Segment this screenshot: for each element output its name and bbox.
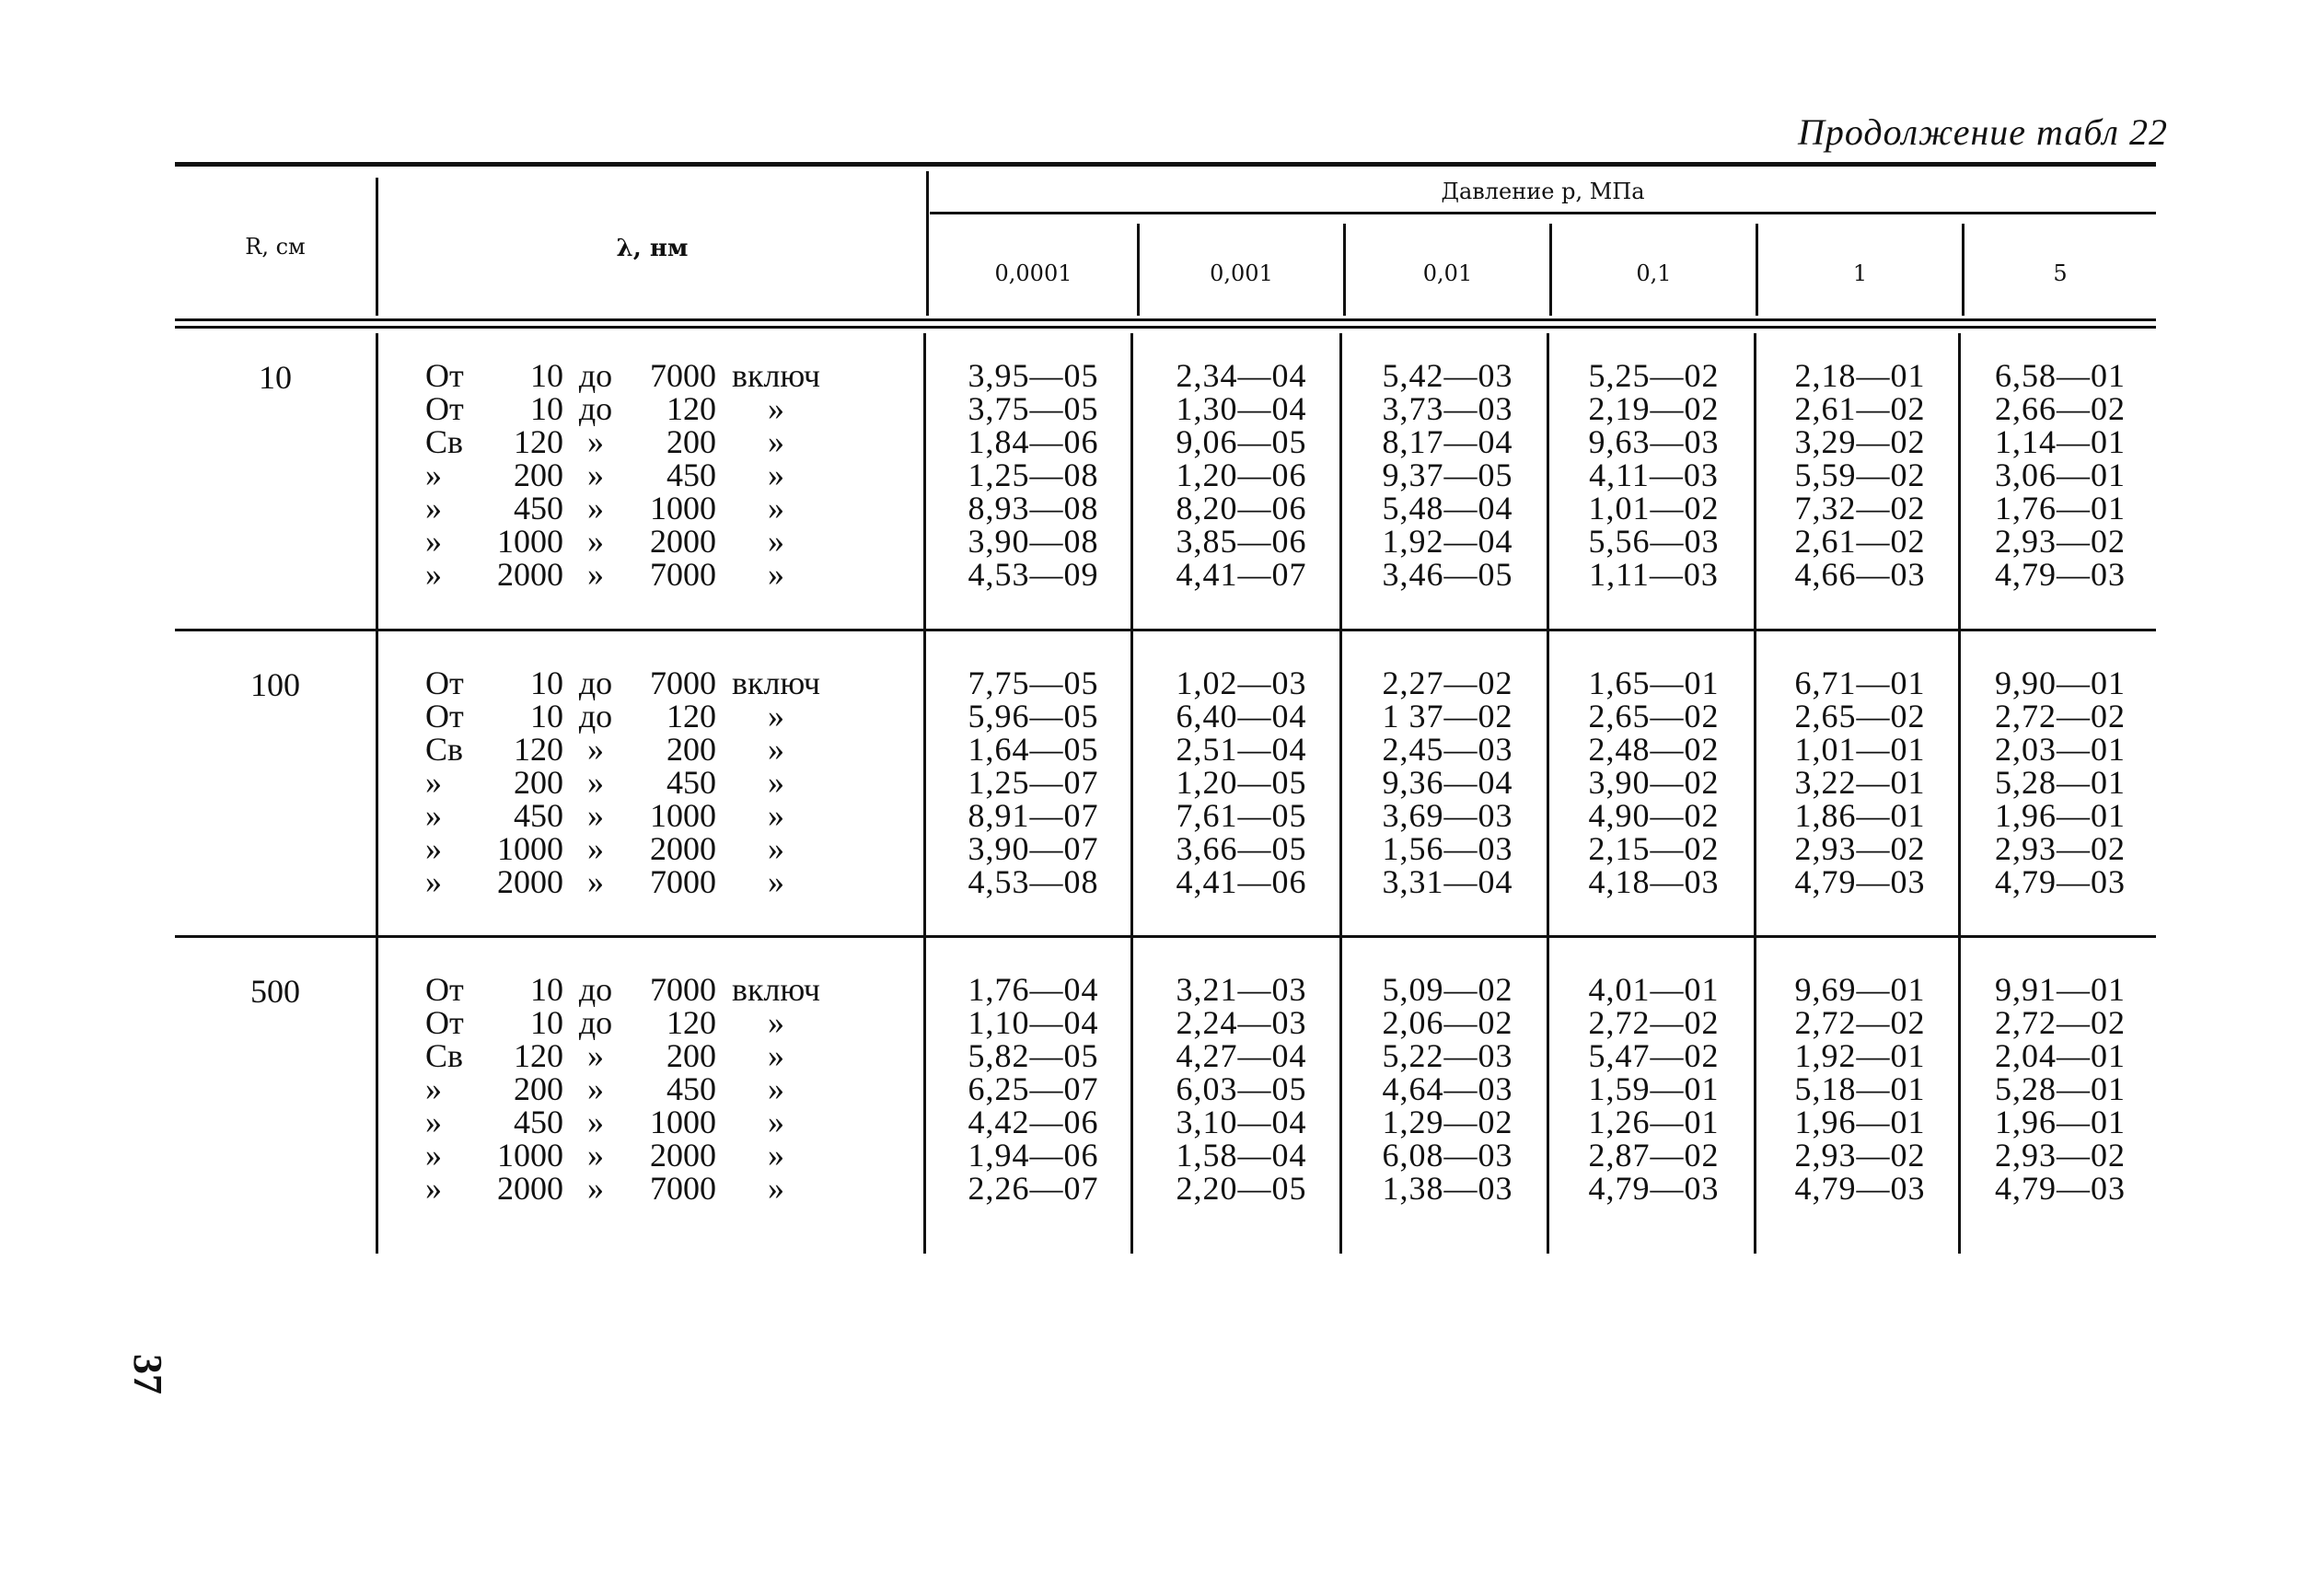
lambda-range-part: 7000 <box>650 863 716 900</box>
table-cell-value: 1,26—01 <box>1588 1104 1720 1140</box>
table-cell-value: 1,76—01 <box>1995 490 2126 526</box>
table-cell-value: 2,20—05 <box>1176 1170 1307 1207</box>
lambda-range-part: 10 <box>530 971 563 1008</box>
lambda-range-part: » <box>425 556 442 593</box>
lambda-range-part: От <box>425 390 464 427</box>
lambda-range-part: 1000 <box>497 830 563 867</box>
table-cell-value: 4,53—08 <box>968 863 1099 900</box>
lambda-range-part: » <box>768 490 784 526</box>
lambda-range-part: От <box>425 1004 464 1041</box>
table-cell-value: 9,69—01 <box>1794 971 1926 1008</box>
lambda-range-part: » <box>768 731 784 768</box>
table-cell-value: 2,18—01 <box>1794 357 1926 394</box>
lambda-range-part: 450 <box>666 457 716 493</box>
lambda-range-part: 200 <box>514 764 563 801</box>
lambda-range <box>425 865 830 898</box>
table-cell-value: 3,21—03 <box>1176 971 1307 1008</box>
lambda-range-part: 450 <box>514 1104 563 1140</box>
header-double-rule-bottom <box>175 326 2156 329</box>
lambda-range-part: до <box>578 1004 613 1041</box>
table-cell-value: 5,59—02 <box>1794 457 1926 493</box>
lambda-range-part: Св <box>425 731 464 768</box>
table-cell-value: 5,09—02 <box>1382 971 1513 1008</box>
table-cell-value: 2,26—07 <box>968 1170 1099 1207</box>
table-cell-value: 1,25—08 <box>968 457 1099 493</box>
table-cell-value: 1,02—03 <box>1176 665 1307 701</box>
table-cell-value: 1,38—03 <box>1382 1170 1513 1207</box>
lambda-range-part: » <box>768 863 784 900</box>
table-cell-value: 1,92—04 <box>1382 523 1513 560</box>
lambda-range-part: 7000 <box>650 556 716 593</box>
pressure-header: 0,0001 <box>994 260 1072 286</box>
lambda-range <box>425 733 830 766</box>
lambda-range <box>425 1006 830 1039</box>
lambda-range-part: » <box>425 523 442 560</box>
lambda-range-part: » <box>587 797 604 834</box>
table-cell-value: 4,53—09 <box>968 556 1099 593</box>
table-cell-value: 3,06—01 <box>1995 457 2126 493</box>
table-cell-value: 6,71—01 <box>1794 665 1926 701</box>
lambda-range <box>425 492 830 525</box>
lambda-range-part: до <box>578 698 613 734</box>
lambda-range <box>425 425 830 458</box>
lambda-range-part: 450 <box>514 797 563 834</box>
lambda-range-part: От <box>425 357 464 394</box>
lambda-range-part: 10 <box>530 665 563 701</box>
column-divider <box>376 333 378 1254</box>
lambda-range-part: » <box>768 698 784 734</box>
lambda-range-part: Св <box>425 423 464 460</box>
lambda-range-part: » <box>587 1137 604 1174</box>
lambda-range-part: » <box>425 490 442 526</box>
lambda-range-part: 200 <box>666 1037 716 1074</box>
lambda-range-part: до <box>578 390 613 427</box>
table-cell-value: 8,17—04 <box>1382 423 1513 460</box>
lambda-range-part: От <box>425 698 464 734</box>
lambda-range-part: Св <box>425 1037 464 1074</box>
lambda-range-part: 10 <box>530 1004 563 1041</box>
table-cell-value: 1,92—01 <box>1794 1037 1926 1074</box>
table-cell-value: 5,47—02 <box>1588 1037 1720 1074</box>
lambda-range-part: » <box>425 797 442 834</box>
pressure-header: 0,01 <box>1422 260 1473 286</box>
pressure-header: 0,001 <box>1210 260 1273 286</box>
table-cell-value: 3,29—02 <box>1794 423 1926 460</box>
lambda-range-part: 1000 <box>650 490 716 526</box>
table-cell-value: 5,28—01 <box>1995 1070 2126 1107</box>
radius-value: 10 <box>259 359 292 396</box>
lambda-range-part: » <box>768 1070 784 1107</box>
lambda-range-part: » <box>587 523 604 560</box>
lambda-range-part: » <box>425 764 442 801</box>
lambda-range-part: 450 <box>514 490 563 526</box>
lambda-range-part: включ <box>731 357 821 394</box>
table-cell-value: 5,82—05 <box>968 1037 1099 1074</box>
header-lambda: λ, нм <box>616 235 689 262</box>
table-cell-value: 7,32—02 <box>1794 490 1926 526</box>
lambda-range-part: 10 <box>530 698 563 734</box>
lambda-range-part: 450 <box>666 764 716 801</box>
lambda-range-part: » <box>587 1104 604 1140</box>
lambda-range-part: 7000 <box>650 971 716 1008</box>
lambda-range-part: 10 <box>530 357 563 394</box>
lambda-range <box>425 392 830 425</box>
lambda-range-part: » <box>587 863 604 900</box>
table-cell-value: 2,93—02 <box>1995 830 2126 867</box>
lambda-range-part: » <box>768 764 784 801</box>
lambda-range-list <box>425 973 830 1205</box>
table-cell-value: 3,66—05 <box>1176 830 1307 867</box>
lambda-range <box>425 799 830 832</box>
table-cell-value: 1,94—06 <box>968 1137 1099 1174</box>
table-cell-value: 9,37—05 <box>1382 457 1513 493</box>
lambda-range-part: » <box>587 556 604 593</box>
table-cell-value: 4,79—03 <box>1995 863 2126 900</box>
lambda-range-part: » <box>587 764 604 801</box>
lambda-range-part: 120 <box>514 423 563 460</box>
lambda-range-part: 1000 <box>497 1137 563 1174</box>
lambda-range-part: 7000 <box>650 665 716 701</box>
table-cell-value: 4,64—03 <box>1382 1070 1513 1107</box>
lambda-range-part: до <box>578 971 613 1008</box>
table-cell-value: 5,22—03 <box>1382 1037 1513 1074</box>
lambda-range-part: 2000 <box>497 1170 563 1207</box>
lambda-range-part: » <box>768 390 784 427</box>
table-cell-value: 1,86—01 <box>1794 797 1926 834</box>
table-cell-value: 1,76—04 <box>968 971 1099 1008</box>
lambda-range <box>425 1072 830 1105</box>
lambda-range-part: » <box>587 490 604 526</box>
radius-value: 500 <box>250 973 300 1010</box>
lambda-range-part: 200 <box>514 457 563 493</box>
lambda-range-part: » <box>768 423 784 460</box>
table-cell-value: 5,28—01 <box>1995 764 2126 801</box>
header-pressure: Давление p, МПа <box>1441 179 1645 204</box>
table-cell-value: 3,22—01 <box>1794 764 1926 801</box>
lambda-range-part: 7000 <box>650 357 716 394</box>
table-cell-value: 1,84—06 <box>968 423 1099 460</box>
table-cell-value: 3,46—05 <box>1382 556 1513 593</box>
table-cell-value: 9,91—01 <box>1995 971 2126 1008</box>
lambda-range-list <box>425 359 830 591</box>
table-cell-value: 3,31—04 <box>1382 863 1513 900</box>
column-divider <box>923 333 926 1254</box>
lambda-range-part: 1000 <box>650 1104 716 1140</box>
table-cell-value: 3,90—02 <box>1588 764 1720 801</box>
table-cell-value: 2,61—02 <box>1794 390 1926 427</box>
lambda-range-part: » <box>425 1070 442 1107</box>
table-cell-value: 5,18—01 <box>1794 1070 1926 1107</box>
lambda-range <box>425 666 830 700</box>
lambda-range-part: » <box>768 1137 784 1174</box>
table-cell-value: 2,72—02 <box>1588 1004 1720 1041</box>
pressure-header: 5 <box>2053 260 2068 286</box>
lambda-range-part: 200 <box>666 731 716 768</box>
lambda-range <box>425 558 830 591</box>
table-cell-value: 2,03—01 <box>1995 731 2126 768</box>
lambda-range-part: » <box>587 1170 604 1207</box>
lambda-range-part: » <box>768 1004 784 1041</box>
table-cell-value: 4,79—03 <box>1995 1170 2126 1207</box>
table-cell-value: 1,96—01 <box>1794 1104 1926 1140</box>
table-cell-value: 7,75—05 <box>968 665 1099 701</box>
lambda-range-part: 200 <box>514 1070 563 1107</box>
lambda-range <box>425 973 830 1006</box>
lambda-range-part: 10 <box>530 390 563 427</box>
table-cell-value: 9,90—01 <box>1995 665 2126 701</box>
lambda-range-part: » <box>587 1070 604 1107</box>
lambda-range <box>425 1139 830 1172</box>
table-cell-value: 1,14—01 <box>1995 423 2126 460</box>
table-cell-value: 7,61—05 <box>1176 797 1307 834</box>
table-cell-value: 2,65—02 <box>1588 698 1720 734</box>
lambda-range-part: » <box>768 556 784 593</box>
lambda-range-part: » <box>425 1137 442 1174</box>
pressure-header: 0,1 <box>1636 260 1672 286</box>
lambda-range-part: 2000 <box>497 556 563 593</box>
lambda-range-part: » <box>768 830 784 867</box>
table-cell-value: 2,34—04 <box>1176 357 1307 394</box>
table-cell-value: 4,01—01 <box>1588 971 1720 1008</box>
table-cell-value: 1,20—05 <box>1176 764 1307 801</box>
table-cell-value: 5,56—03 <box>1588 523 1720 560</box>
lambda-range-part: до <box>578 665 613 701</box>
lambda-range-part: 450 <box>666 1070 716 1107</box>
lambda-range-part: » <box>587 423 604 460</box>
lambda-range-part: до <box>578 357 613 394</box>
top-rule <box>175 162 2156 167</box>
table-cell-value: 1,11—03 <box>1589 556 1719 593</box>
table-cell-value: 2,72—02 <box>1995 698 2126 734</box>
lambda-range-part: » <box>425 1104 442 1140</box>
lambda-range <box>425 1105 830 1139</box>
table-cell-value: 2,93—02 <box>1995 523 2126 560</box>
table-cell-value: 5,42—03 <box>1382 357 1513 394</box>
table-cell-value: 3,90—07 <box>968 830 1099 867</box>
lambda-range-part: » <box>768 1037 784 1074</box>
lambda-range <box>425 700 830 733</box>
table-cell-value: 8,91—07 <box>968 797 1099 834</box>
table-cell-value: 1 37—02 <box>1382 698 1513 734</box>
table-cell-value: 2,72—02 <box>1794 1004 1926 1041</box>
lambda-range-part: 120 <box>666 1004 716 1041</box>
table-cell-value: 3,75—05 <box>968 390 1099 427</box>
table-cell-value: 2,87—02 <box>1588 1137 1720 1174</box>
table-cell-value: 4,79—03 <box>1794 1170 1926 1207</box>
table-cell-value: 2,93—02 <box>1995 1137 2126 1174</box>
table-cell-value: 4,90—02 <box>1588 797 1720 834</box>
table-cell-value: 1,01—02 <box>1588 490 1720 526</box>
table-cell-value: 6,58—01 <box>1995 357 2126 394</box>
table-cell-value: 2,15—02 <box>1588 830 1720 867</box>
table-cell-value: 6,08—03 <box>1382 1137 1513 1174</box>
lambda-range <box>425 1039 830 1072</box>
table-cell-value: 8,93—08 <box>968 490 1099 526</box>
header-r: R, см <box>245 234 306 260</box>
table-cell-value: 1,58—04 <box>1176 1137 1307 1174</box>
table-cell-value: 4,41—06 <box>1176 863 1307 900</box>
table-cell-value: 2,24—03 <box>1176 1004 1307 1041</box>
table-cell-value: 3,90—08 <box>968 523 1099 560</box>
table-cell-value: 6,40—04 <box>1176 698 1307 734</box>
table-cell-value: 4,79—03 <box>1588 1170 1720 1207</box>
lambda-range-part: 7000 <box>650 1170 716 1207</box>
table-cell-value: 2,72—02 <box>1995 1004 2126 1041</box>
table-cell-value: 1,59—01 <box>1588 1070 1720 1107</box>
lambda-range-list <box>425 666 830 898</box>
lambda-range-part: 2000 <box>650 830 716 867</box>
lambda-range <box>425 359 830 392</box>
column-divider <box>926 171 929 316</box>
table-cell-value: 2,65—02 <box>1794 698 1926 734</box>
lambda-range-part: 1000 <box>497 523 563 560</box>
table-cell-value: 1,01—01 <box>1794 731 1926 768</box>
table-cell-value: 9,06—05 <box>1176 423 1307 460</box>
table-cell-value: 1,25—07 <box>968 764 1099 801</box>
table-cell-value: 4,18—03 <box>1588 863 1720 900</box>
lambda-range-part: » <box>768 523 784 560</box>
table-cell-value: 6,25—07 <box>968 1070 1099 1107</box>
lambda-range-part: 120 <box>666 390 716 427</box>
lambda-range-part: » <box>768 797 784 834</box>
lambda-range-part: включ <box>731 971 821 1008</box>
table-cell-value: 9,63—03 <box>1588 423 1720 460</box>
pressure-header-rule <box>930 212 2156 214</box>
lambda-range-part: » <box>587 731 604 768</box>
table-cell-value: 2,19—02 <box>1588 390 1720 427</box>
table-cell-value: 5,25—02 <box>1588 357 1720 394</box>
table-cell-value: 4,41—07 <box>1176 556 1307 593</box>
table-cell-value: 2,06—02 <box>1382 1004 1513 1041</box>
lambda-range-part: 120 <box>514 1037 563 1074</box>
lambda-range <box>425 458 830 492</box>
table-caption: Продолжение табл 22 <box>1797 111 2168 153</box>
lambda-range-part: 120 <box>666 698 716 734</box>
header-double-rule-top <box>175 318 2156 321</box>
table-cell-value: 1,30—04 <box>1176 390 1307 427</box>
page-number: 37 <box>125 1354 170 1394</box>
table-cell-value: 4,66—03 <box>1794 556 1926 593</box>
table-cell-value: 4,79—03 <box>1995 556 2126 593</box>
table-cell-value: 3,69—03 <box>1382 797 1513 834</box>
lambda-range-part: » <box>425 830 442 867</box>
lambda-range-part: включ <box>731 665 821 701</box>
table-cell-value: 4,79—03 <box>1794 863 1926 900</box>
lambda-range <box>425 1172 830 1205</box>
table-cell-value: 2,66—02 <box>1995 390 2126 427</box>
table-cell-value: 2,93—02 <box>1794 830 1926 867</box>
lambda-range-part: » <box>425 1170 442 1207</box>
table-cell-value: 4,27—04 <box>1176 1037 1307 1074</box>
table-cell-value: 3,73—03 <box>1382 390 1513 427</box>
lambda-range-part: » <box>768 1170 784 1207</box>
lambda-range-part: » <box>587 1037 604 1074</box>
table-cell-value: 2,48—02 <box>1588 731 1720 768</box>
lambda-range-part: » <box>425 863 442 900</box>
table-cell-value: 4,11—03 <box>1589 457 1719 493</box>
lambda-range-part: От <box>425 971 464 1008</box>
lambda-range-part: 2000 <box>650 1137 716 1174</box>
table-cell-value: 2,45—03 <box>1382 731 1513 768</box>
block-separator-rule <box>175 629 2156 631</box>
block-separator-rule <box>175 935 2156 938</box>
table-cell-value: 5,96—05 <box>968 698 1099 734</box>
table-cell-value: 3,95—05 <box>968 357 1099 394</box>
table-cell-value: 1,29—02 <box>1382 1104 1513 1140</box>
table-cell-value: 1,64—05 <box>968 731 1099 768</box>
lambda-range-part: 1000 <box>650 797 716 834</box>
lambda-range-part: 200 <box>666 423 716 460</box>
table-cell-value: 2,93—02 <box>1794 1137 1926 1174</box>
radius-value: 100 <box>250 666 300 703</box>
lambda-range-part: 2000 <box>497 863 563 900</box>
lambda-range <box>425 832 830 865</box>
table-cell-value: 2,61—02 <box>1794 523 1926 560</box>
table-cell-value: 5,48—04 <box>1382 490 1513 526</box>
table-cell-value: 1,96—01 <box>1995 797 2126 834</box>
table-cell-value: 9,36—04 <box>1382 764 1513 801</box>
lambda-range-part: 120 <box>514 731 563 768</box>
table-cell-value: 1,20—06 <box>1176 457 1307 493</box>
table-cell-value: 1,10—04 <box>968 1004 1099 1041</box>
pressure-header: 1 <box>1852 260 1868 286</box>
lambda-range-part: » <box>768 1104 784 1140</box>
lambda-range <box>425 525 830 558</box>
table-cell-value: 6,03—05 <box>1176 1070 1307 1107</box>
table-cell-value: 4,42—06 <box>968 1104 1099 1140</box>
table-cell-value: 3,85—06 <box>1176 523 1307 560</box>
lambda-range-part: » <box>587 457 604 493</box>
lambda-range-part: » <box>587 830 604 867</box>
lambda-range-part: От <box>425 665 464 701</box>
lambda-range-part: » <box>768 457 784 493</box>
table-cell-value: 1,65—01 <box>1588 665 1720 701</box>
table-cell-value: 1,56—03 <box>1382 830 1513 867</box>
table-cell-value: 3,10—04 <box>1176 1104 1307 1140</box>
table-cell-value: 2,51—04 <box>1176 731 1307 768</box>
lambda-range-part: » <box>425 457 442 493</box>
table-cell-value: 2,27—02 <box>1382 665 1513 701</box>
table-cell-value: 1,96—01 <box>1995 1104 2126 1140</box>
table-cell-value: 2,04—01 <box>1995 1037 2126 1074</box>
lambda-range <box>425 766 830 799</box>
lambda-range-part: 2000 <box>650 523 716 560</box>
table-cell-value: 8,20—06 <box>1176 490 1307 526</box>
